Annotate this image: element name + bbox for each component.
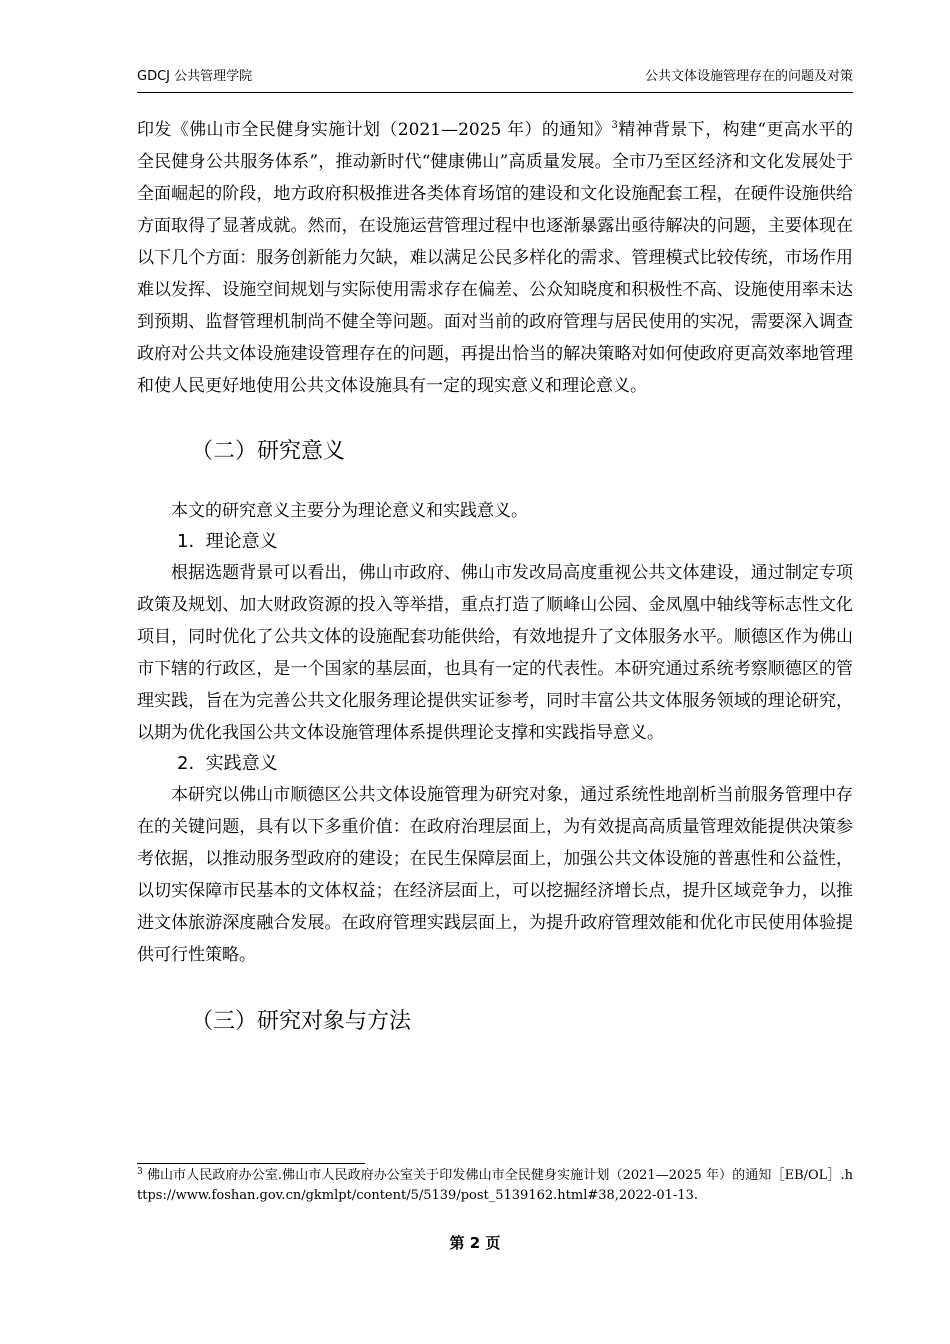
paragraph-significance-intro: 本文的研究意义主要分为理论意义和实践意义。 bbox=[171, 501, 528, 521]
page-number: 第 2 页 bbox=[449, 1234, 501, 1252]
section-heading-objects-methods: （三）研究对象与方法 bbox=[191, 1009, 412, 1034]
document-body bbox=[137, 114, 853, 1037]
footnote-divider bbox=[137, 1163, 365, 1164]
paragraph-theory: 根据选题背景可以看出，佛山市政府、佛山市发改局高度重视公共文体建设，通过制定专项政策及规划、加大财政资源的投入等举措，重点打造了顺峰山公园、金凤凰中轴线等标志性文化项目，同时优化了公共文体的设施配套功能供给，有效地提升了文体服务水平。顺德区作为佛山市下辖的行政区，是一个国家的基层面，也具有一定的代表性。本研究通过系统考察顺德区的管理实践，旨在为完善公共文化服务理论提供实证参考，同时丰富公共文体服务领域的理论研究，以期为优化我国公共文体设施管理体系提供理论支撑和实践指导意义。 bbox=[137, 563, 853, 743]
section-heading-significance: （二）研究意义 bbox=[191, 439, 346, 464]
header-left: GDCJ 公共管理学院 bbox=[137, 69, 253, 84]
footnote-ref[interactable]: 3 bbox=[611, 120, 618, 131]
page-header bbox=[137, 66, 853, 93]
subheading-practice: 2. 实践意义 bbox=[177, 753, 278, 774]
footnote: $^3$ 佛山市人民政府办公室.佛山市人民政府办公室关于印发佛山市全民健身实施计划（2021—2025 年）的通知［EB/OL］.https://www.foshan.gov.cn/gkmlpt/content/5/5139/post_5139162.html#38,2022-01-13. bbox=[137, 1167, 853, 1203]
subheading-theory: 1. 理论意义 bbox=[177, 531, 278, 552]
paragraph-practice: 本研究以佛山市顺德区公共文体设施管理为研究对象，通过系统性地剖析当前服务管理中存在的关键问题，具有以下多重价值：在政府治理层面上，为有效提高高质量管理效能提供决策参考依据，以推动服务型政府的建设；在民生保障层面上，加强公共文体设施的普惠性和公益性，以切实保障市民基本的文体权益；在经济层面上，可以挖掘经济增长点，提升区域竞争力，以推进文体旅游深度融合发展。在政府管理实践层面上，为提升政府管理效能和优化市民使用体验提供可行性策略。 bbox=[137, 785, 853, 965]
header-right: 公共文体设施管理存在的问题及对策 bbox=[644, 69, 853, 84]
paragraph-background: 印发《佛山市全民健身实施计划（2021—2025 年）的通知》$^3$精神背景下，构建“更高水平的全民健身公共服务体系”，推动新时代“健康佛山”高质量发展。全市乃至区经济和文化发展处于全面崛起的阶段，地方政府积极推进各类体育场馆的建设和文化设施配套工程，在硬件设施供给方面取得了显著成就。然而，在设施运营管理过程中也逐渐暴露出亟待解决的问题，主要体现在以下几个方面：服务创新能力欠缺，难以满足公民多样化的需求、管理模式比较传统，市场作用难以发挥、设施空间规划与实际使用需求存在偏差、公众知晓度和积极性不高、设施使用率未达到预期、监督管理机制尚不健全等问题。面对当前的政府管理与居民使用的实况，需要深入调查政府对公共文体设施建设管理存在的问题，再提出恰当的解决策略对如何使政府更高效率地管理和使人民更好地使用公共文体设施具有一定的现实意义和理论意义。 bbox=[137, 120, 853, 396]
